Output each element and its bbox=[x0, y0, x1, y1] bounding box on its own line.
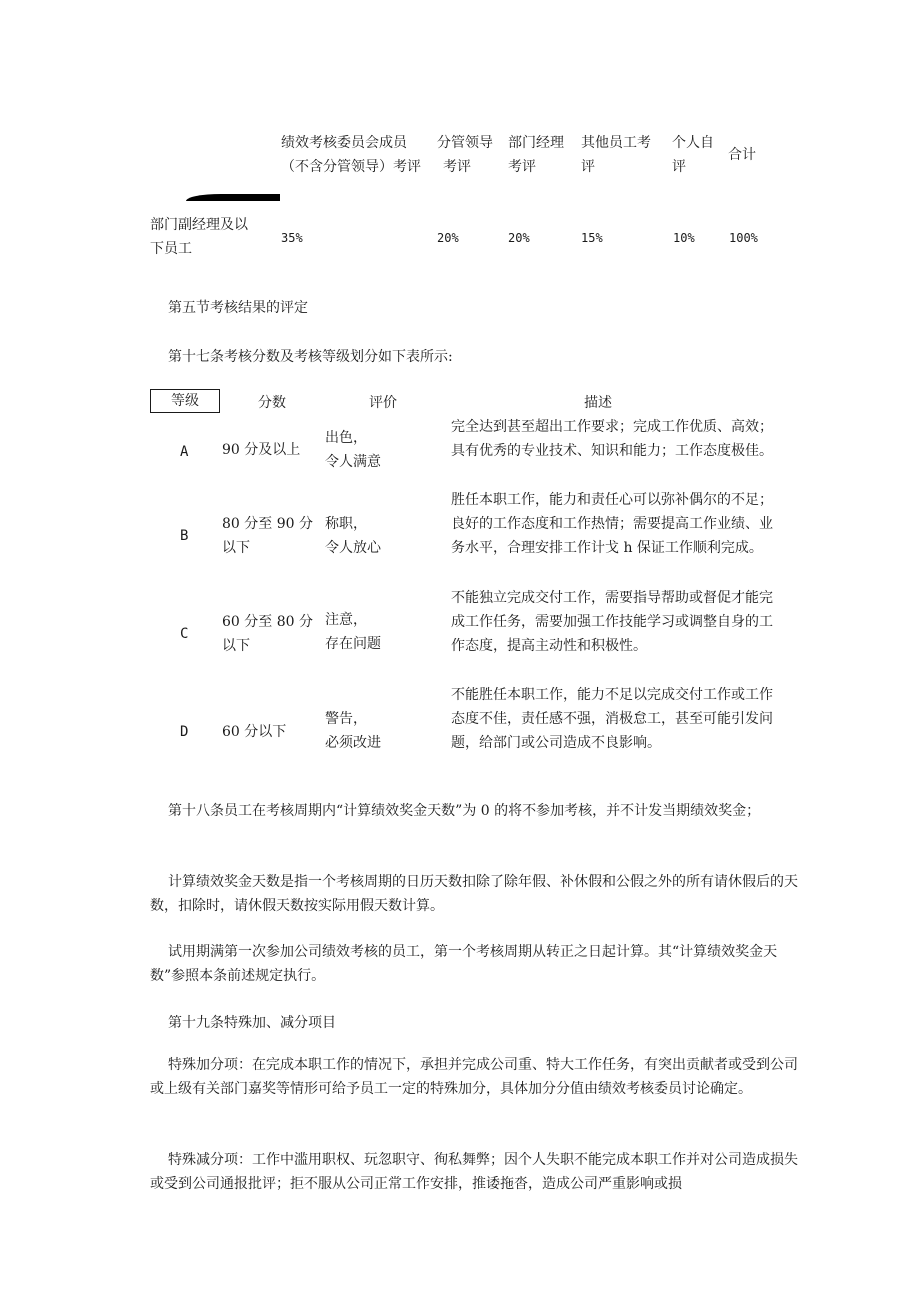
section-title: 第五节考核结果的评定 bbox=[168, 300, 308, 316]
value-self: 10% bbox=[673, 231, 695, 245]
paragraph-article-18: 第十八条员工在考核周期内“计算绩效奖金天数”为 0 的将不参加考核，并不计发当期绩效奖金； bbox=[168, 803, 761, 819]
header-grade: 等级 bbox=[150, 389, 220, 413]
header-total: 合计 bbox=[728, 147, 756, 163]
header-desc: 描述 bbox=[584, 395, 612, 411]
grade-eval: 称职， 令人放心 bbox=[325, 516, 381, 556]
paragraph-penalty-points: 特殊减分项：工作中滥用职权、玩忽职守、徇私舞弊；因个人失职不能完成本职工作并对公司造成损失或受到公司通报批评；拒不服从公司正常工作安排，推诿拖沓，造成公司严重影响或损 bbox=[150, 1152, 798, 1192]
paragraph-trial-period: 试用期满第一次参加公司绩效考核的员工，第一个考核周期从转正之日起计算。其“计算绩效奖金天数”参照本条前述规定执行。 bbox=[150, 944, 778, 984]
grade-desc: 不能独立完成交付工作，需要指导帮助或督促才能完成工作任务，需要加强工作技能学习或调整自身的工作态度，提高主动性和积极性。 bbox=[451, 590, 773, 654]
grade-score: 60 分以下 bbox=[222, 724, 287, 740]
header-leader: 分管领导 考评 bbox=[437, 135, 493, 175]
paragraph-bonus-days: 计算绩效奖金天数是指一个考核周期的日历天数扣除了除年假、补休假和公假之外的所有请休假后的天数，扣除时，请休假天数按实际用假天数计算。 bbox=[150, 874, 798, 914]
grade-eval: 注意， 存在问题 bbox=[325, 612, 381, 652]
value-peers: 15% bbox=[581, 231, 603, 245]
value-leader: 20% bbox=[437, 231, 459, 245]
grade-score: 60 分至 80 分 以下 bbox=[222, 614, 313, 654]
grade-eval: 出色， 令人满意 bbox=[325, 430, 381, 470]
header-eval: 评价 bbox=[369, 395, 397, 411]
grade-desc: 不能胜任本职工作，能力不足以完成交付工作或工作态度不佳，责任感不强，消极怠工，甚至可能引发问题，给部门或公司造成不良影响。 bbox=[451, 687, 773, 751]
header-peers: 其他员工考 评 bbox=[581, 135, 651, 175]
value-total: 100% bbox=[729, 231, 758, 245]
grade-letter: A bbox=[180, 444, 189, 460]
grade-letter: C bbox=[180, 626, 189, 642]
grade-letter: D bbox=[180, 724, 189, 740]
article-17: 第十七条考核分数及考核等级划分如下表所示: bbox=[168, 349, 453, 365]
paragraph-article-19: 第十九条特殊加、减分项目 bbox=[168, 1015, 336, 1031]
decorative-rule bbox=[186, 194, 280, 201]
row-label: 部门副经理及以 下员工 bbox=[150, 217, 248, 257]
value-manager: 20% bbox=[508, 231, 530, 245]
header-committee: 绩效考核委员会成员 （不含分管领导）考评 bbox=[281, 135, 421, 175]
grade-desc: 完全达到甚至超出工作要求；完成工作优质、高效；具有优秀的专业技术、知识和能力；工作态度极佳。 bbox=[451, 419, 773, 459]
grade-desc: 胜任本职工作，能力和责任心可以弥补偶尔的不足；良好的工作态度和工作热情；需要提高工作业绩、业务水平，合理安排工作计戈 h 保证工作顺利完成。 bbox=[451, 492, 773, 556]
grade-score: 90 分及以上 bbox=[222, 442, 301, 458]
header-manager: 部门经理 考评 bbox=[508, 135, 564, 175]
grade-eval: 警告， 必须改进 bbox=[325, 711, 381, 751]
paragraph-bonus-points: 特殊加分项：在完成本职工作的情况下，承担并完成公司重、特大工作任务，有突出贡献者或受到公司或上级有关部门嘉奖等情形可给予员工一定的特殊加分，具体加分分值由绩效考核委员讨论确定。 bbox=[150, 1057, 798, 1097]
grade-letter: B bbox=[180, 528, 189, 544]
grade-score: 80 分至 90 分 以下 bbox=[222, 516, 313, 556]
header-self: 个人自 评 bbox=[672, 135, 714, 175]
value-committee: 35% bbox=[281, 231, 303, 245]
header-score: 分数 bbox=[258, 395, 286, 411]
